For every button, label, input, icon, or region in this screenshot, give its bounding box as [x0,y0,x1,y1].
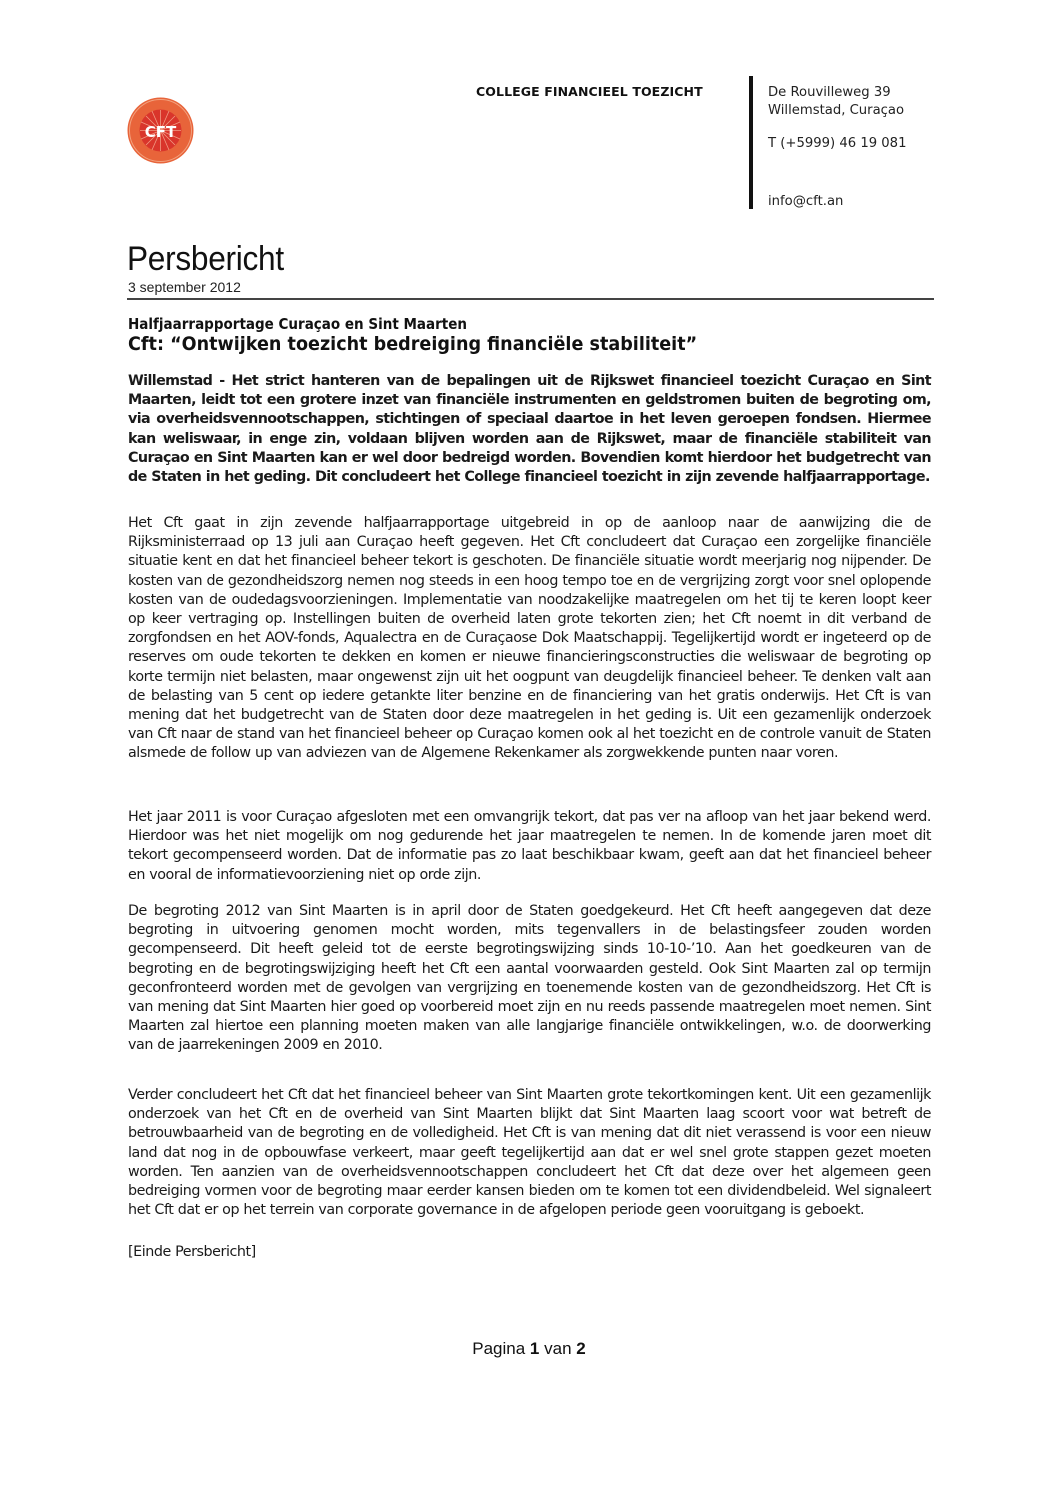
page-current: 1 [529,1339,540,1358]
address-line2: Willemstad, Curaçao [768,103,905,118]
phone-number: T (+5999) 46 19 081 [768,136,907,151]
page-prefix: Pagina [472,1339,526,1358]
page-title: Persbericht [127,240,284,278]
lead-paragraph: Willemstad - Het strict hanteren van de bepalingen uit de Rijkswet financieel toezicht Curaçao en Sint Maarten, leidt tot een grotere inzet van financiële instrumenten en geldstromen buiten de begroting om, via overheidsvennootschappen, stichtingen of speciaal daartoe in het leven geroepen fondsen. Hiermee kan weliswaar, in enge zin, voldaan blijven worden aan de Rijkswet, maar de financiële stabiliteit van Curaçao en Sint Maarten kan er wel door bedreigd worden. Bovendien komt hierdoor het budgetrecht van de Staten in het geding. Dit concludeert het College financieel toezicht in zijn zevende halfjaarrapportage. [128,373,931,486]
organization-name: COLLEGE FINANCIEEL TOEZICHT [476,84,703,99]
header-divider [749,76,753,209]
page-total: 2 [576,1339,586,1358]
body-paragraph: Verder concludeert het Cft dat het financieel beheer van Sint Maarten grote tekortkomingen kent. Uit een gezamenlijk onderzoek van het Cft en de overheid van Sint Maarten blijkt dat Sint Maarten laag scoort voor wat betreft de betrouwbaarheid van de begroting en de volledigheid. Het Cft is van mening dat dit niet verassend is voor een nieuw land dat nog in de opbouwfase verkeert, maar geeft tegelijkertijd aan dat er wel snel grote stappen gezet moeten worden. Ten aanzien van de overheidsvennootschappen concludeert het Cft dat deze over het algemeen geen bedreiging vormen voor de begroting maar eerder kansen bieden om te komen tot een dividendbeleid. Wel signaleert het Cft dat er op het terrein van corporate governance in de afgelopen periode geen vooruitgang is geboekt. [128,1087,931,1219]
subtitle: Halfjaarrapportage Curaçao en Sint Maarten [128,315,468,333]
email-link[interactable]: info@cft.an [768,194,844,209]
page-number [0,1339,1058,1359]
address-line1: De Rouvilleweg 39 [768,85,891,100]
publication-date: 3 september 2012 [128,279,241,295]
end-marker: [Einde Persbericht] [128,1244,256,1260]
page-sep: van [544,1339,572,1358]
contact-block [768,84,906,211]
body-paragraph: Het Cft gaat in zijn zevende halfjaarrapportage uitgebreid in op de aanloop naar de aanwijzing die de Rijksministerraad op 13 juli aan Curaçao heeft gegeven. Het Cft concludeert dat Curaçao een zorgelijke financiële situatie kent en dat het financieel beheer tekort is geschoten. De financiële situatie wordt meerjarig nog nijpender. De kosten van de gezondheidszorg nemen nog steeds in een hoog tempo toe en de vergrijzing zorgt voor snel oplopende kosten van de oudedagsvoorzieningen. Implementatie van noodzakelijke maatregelen om het tij te keren loopt keer op keer vertraging op. Instellingen buiten de overheid laten grote tekorten zien; het Cft noemt in dit verband de zorgfondsen en het AOV-fonds, Aqualectra en de Curaçaose Dok Maatschappij. Tegelijkertijd wordt er ingeteerd op de reserves om oude tekorten te dekken en komen er nieuwe financieringsconstructies die weliswaar de begroting op korte termijn niet belasten, maar ongewenst zijn uit het oogpunt van deugdelijk financieel beheer. Te denken valt aan de belasting van 5 cent op iedere getankte liter benzine en de financiering van het gratis onderwijs. Het Cft is van mening dat het budgetrecht van de Staten door deze maatregelen in het geding is. Uit een gezamenlijk onderzoek van Cft naar de stand van het financieel beheer op Curaçao komen ook al het toezicht en de controle vanuit de Staten alsmede de follow up van adviezen van de Algemene Rekenkamer als zorgwekkende punten naar voren. [128,515,931,762]
title-divider [127,298,934,300]
body-paragraph: Het jaar 2011 is voor Curaçao afgesloten met een omvangrijk tekort, dat pas ver na afloop van het jaar bekend werd. Hierdoor was het niet mogelijk om nog gedurende het jaar maatregelen te nemen. In de komende jaren moet dit tekort gecompenseerd worden. Dat de informatie pas zo laat beschikbaar kwam, geeft aan dat het financieel beheer en vooral de informatievoorziening niet op orde zijn. [128,809,931,883]
logo-text: CFT [144,123,177,141]
body-paragraph: De begroting 2012 van Sint Maarten is in april door de Staten goedgekeurd. Het Cft heeft aangegeven dat deze begroting in uitvoering genomen mocht worden, mits tegenvallers in de belastingsfeer zouden worden gecompenseerd. Dit heeft geleid tot de eerste begrotingswijzing sinds 10-10-’10. Aan het goedkeuren van de begroting en de begrotingswijziging heeft het Cft een aantal voorwaarden gesteld. Ook Sint Maarten zal op termijn geconfronteerd worden met de gevolgen van vergrijzing en toenemende kosten van de gezondheidszorg. Het Cft is van mening dat Sint Maarten hier goed op voorbereid moet zijn en nu reeds passende maatregelen moet nemen. Sint Maarten zal hiertoe een planning moeten maken van alle langjarige financiële ontwikkelingen, w.o. de doorwerking van de jaarrekeningen 2009 en 2010. [128,903,931,1054]
cft-logo-icon [127,97,194,164]
headline: Cft: “Ontwijken toezicht bedreiging financiële stabiliteit” [128,333,698,355]
